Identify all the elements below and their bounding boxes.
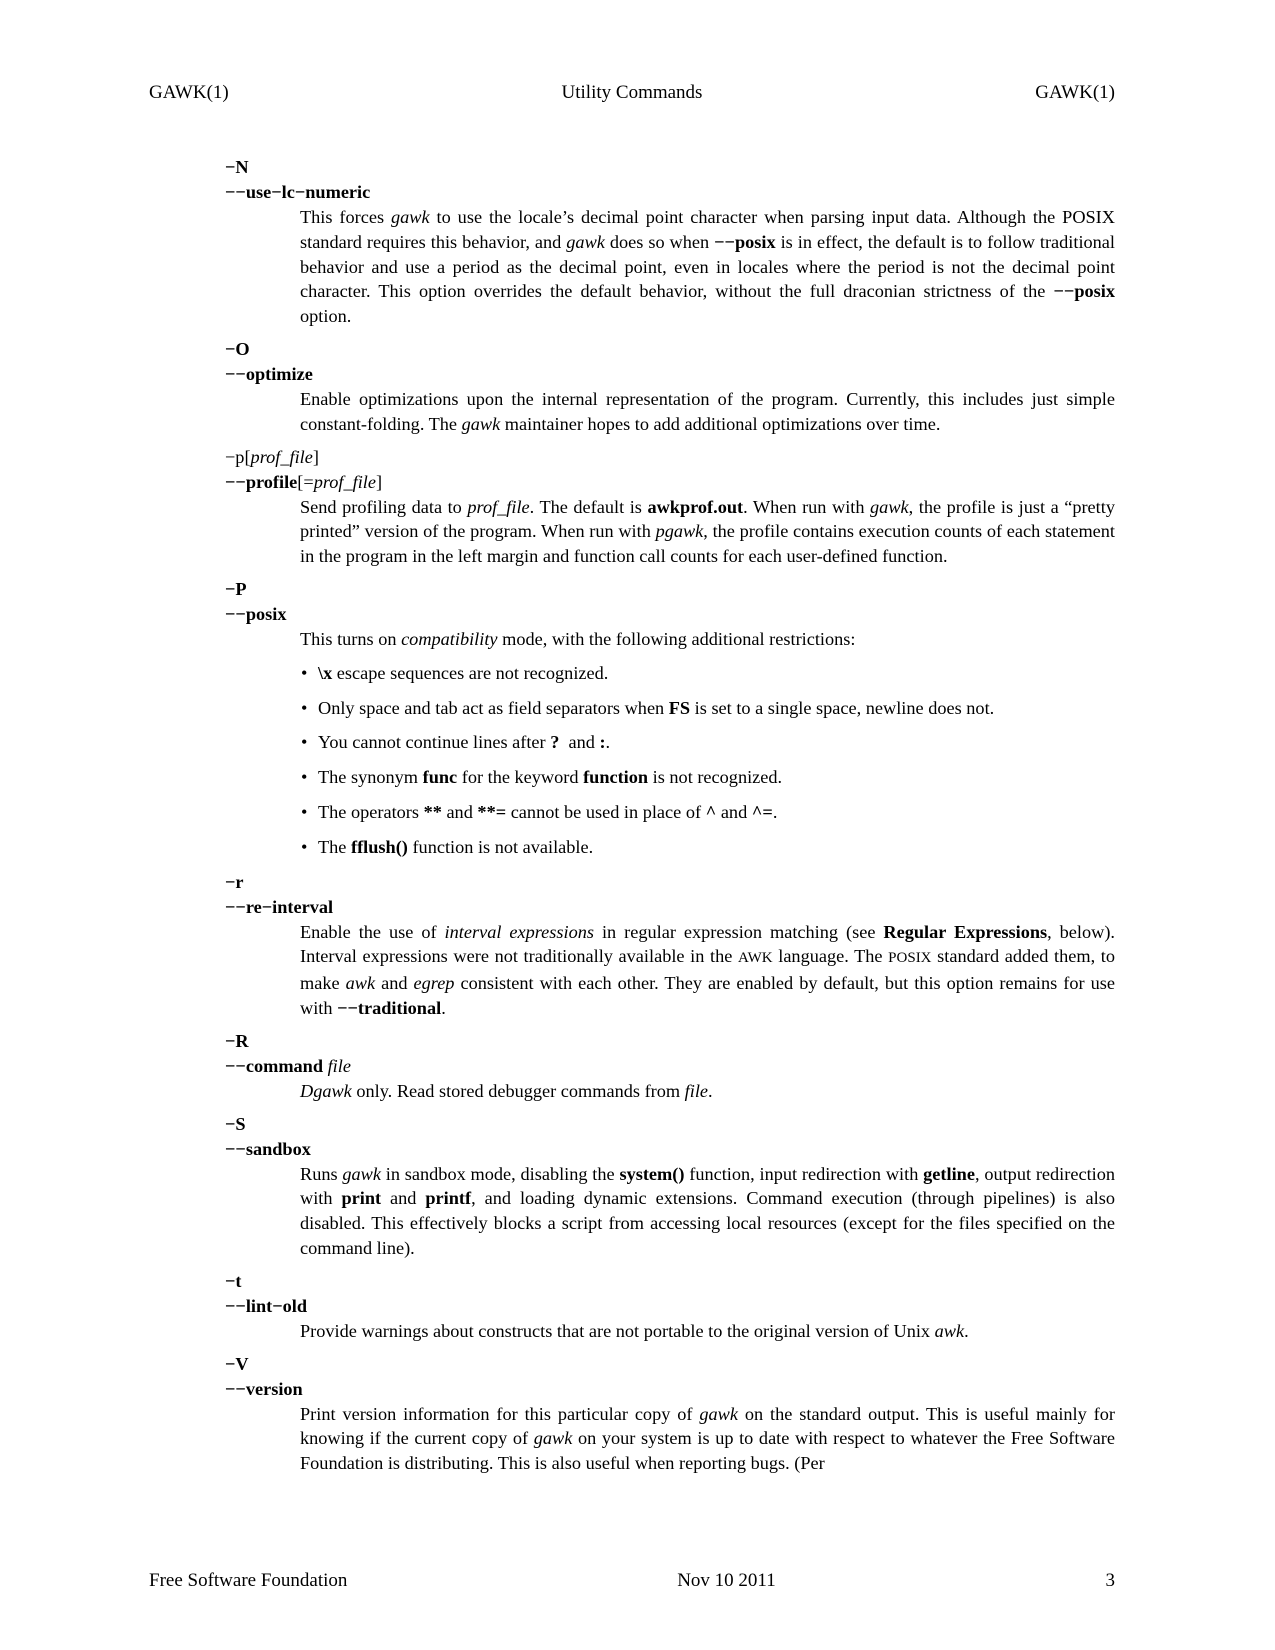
- option-version: [225, 1352, 1115, 1476]
- list-item: • The operators ** and **= cannot be used in place of ^ and ^=.: [318, 800, 1115, 825]
- option-short: −r: [225, 871, 244, 892]
- option-long: −−profile[=prof_file]: [225, 471, 383, 492]
- option-long: −−sandbox: [225, 1138, 311, 1159]
- option-description: Runs gawk in sandbox mode, disabling the system() function, input redirection with getline, output redirection with print and printf, and loading dynamic extensions. Command execution (through pipelines) is also disabled. This effectively blocks a script from accessing local resources (except for the files specified on the command line).: [300, 1163, 1116, 1258]
- header-right: GAWK(1): [1035, 82, 1115, 103]
- option-short: −O: [225, 338, 250, 359]
- list-item: • \x escape sequences are not recognized.: [318, 661, 1115, 686]
- header-center: Utility Commands: [561, 82, 703, 103]
- page-number: 3: [1105, 1570, 1115, 1591]
- option-short: −R: [225, 1030, 249, 1051]
- option-command: [225, 1029, 1115, 1104]
- option-description: This forces gawk to use the locale’s decimal point character when parsing input data. Although the POSIX standard requires this behavior, and gawk does so when −−posix is in effect, the default is to follow traditional behavior and use a period as the decimal point, even in locales where the period is not the decimal point character. This option overrides the default behavior, without the full draconian strictness of the −−posix option.: [300, 207, 1115, 327]
- option-short: −P: [225, 578, 247, 599]
- footer-center: Nov 10 2011: [677, 1570, 776, 1591]
- option-long: −−posix: [225, 603, 287, 624]
- option-description: Enable the use of interval expressions in regular expression matching (see Regular Expressions, below). Interval expressions were not traditionally available in the AWK language. The POSIX standard added them, to make awk and egrep consistent with each other. They are enabled by default, but this option remains for use with −−traditional.: [300, 921, 1115, 1018]
- list-item: • Only space and tab act as field separators when FS is set to a single space, newline does not.: [318, 696, 1115, 721]
- option-short: −V: [225, 1353, 249, 1374]
- option-long: −−lint−old: [225, 1295, 308, 1316]
- option-use-lc-numeric: [225, 155, 1115, 329]
- option-optimize: [225, 337, 1115, 437]
- option-long: −−re−interval: [225, 896, 334, 917]
- option-description: Print version information for this particular copy of gawk on the standard output. This is useful mainly for knowing if the current copy of gawk on your system is up to date with respect to whatever the Free Software Foundation is distributing. This is also useful when reporting bugs. (Per: [300, 1403, 1115, 1474]
- option-description: Provide warnings about constructs that are not portable to the original version of Unix awk.: [300, 1320, 969, 1341]
- list-item: • The fflush() function is not available.: [318, 835, 1115, 860]
- option-description: Dgawk only. Read stored debugger commands from file.: [300, 1080, 713, 1101]
- footer-left: Free Software Foundation: [149, 1570, 348, 1591]
- list-item: • You cannot continue lines after ? and :.: [318, 730, 1115, 755]
- option-description: This turns on compatibility mode, with the following additional restrictions: • \x escape sequences are not recognized. • Only space and tab act as field separators when FS is set to a single space, newline does not. • You cannot continue lines after ? and :. • The synonym func for the keyword function is not recognized. • The operators ** and **= cannot be used in place of ^ and ^=. • The fflush() function is not available.: [300, 627, 1115, 860]
- restrictions-list: [300, 661, 1115, 860]
- option-short: −p[prof_file]: [225, 446, 319, 467]
- options-list: [225, 155, 1115, 1484]
- option-description: Enable optimizations upon the internal representation of the program. Currently, this includes just simple constant-folding. The gawk maintainer hopes to add additional optimizations over time.: [300, 388, 1115, 434]
- option-re-interval: [225, 870, 1115, 1021]
- page-footer: [149, 1569, 1115, 1593]
- option-profile: [225, 445, 1115, 569]
- option-long: −−optimize: [225, 363, 313, 384]
- header-left: GAWK(1): [149, 82, 229, 103]
- option-short: −S: [225, 1113, 246, 1134]
- option-long: −−use−lc−numeric: [225, 182, 371, 202]
- option-long: −−version: [225, 1378, 303, 1399]
- option-lint-old: [225, 1269, 1115, 1344]
- option-posix: [225, 577, 1115, 860]
- option-short: −t: [225, 1270, 242, 1291]
- option-sandbox: [225, 1112, 1115, 1261]
- page-header: [149, 81, 1115, 105]
- option-description: Send profiling data to prof_file. The default is awkprof.out. When run with gawk, the profile is just a “pretty printed” version of the program. When run with pgawk, the profile contains execution counts of each statement in the program in the left margin and function call counts for each user-defined function.: [300, 496, 1115, 567]
- option-long: −−command file: [225, 1055, 351, 1076]
- option-short: −N: [225, 157, 249, 177]
- list-item: • The synonym func for the keyword function is not recognized.: [318, 765, 1115, 790]
